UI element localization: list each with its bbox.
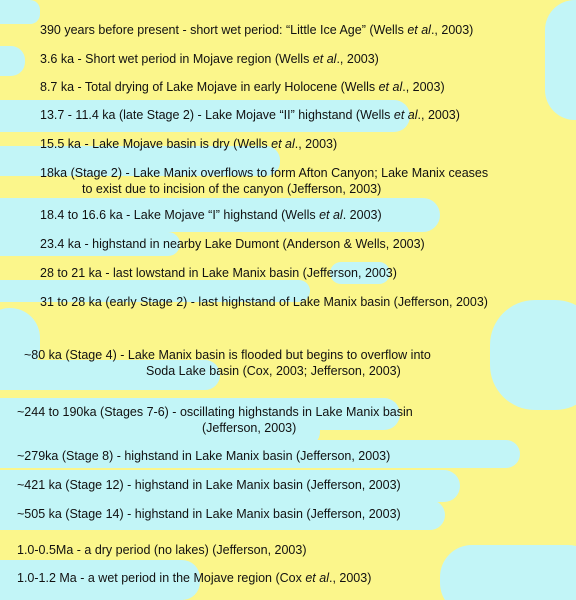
entry-italic: et al [378,80,403,94]
timeline-entry [40,207,382,223]
entry-text: 3.6 ka - Short wet period in Mojave region (Wells [40,52,313,66]
entry-text: 28 to 21 ka - last lowstand in Lake Manix basin (Jefferson, 2003) [40,266,397,280]
entry-italic: et al [305,571,329,585]
entry-text: 15.5 ka - Lake Mojave basin is dry (Wells [40,137,272,151]
entry-text: ~244 to 190ka (Stages 7-6) - oscillating highstands in Lake Manix basin [17,405,413,419]
entry-text: 1.0-0.5Ma - a dry period (no lakes) (Jefferson, 2003) [17,543,307,557]
timeline-entry [40,79,445,95]
entry-tail: ., 2003) [328,571,372,585]
entry-text: 8.7 ka - Total drying of Lake Mojave in early Holocene (Wells [40,80,379,94]
entry-text: 1.0-1.2 Ma - a wet period in the Mojave region (Cox [17,571,306,585]
timeline-entry [17,477,401,493]
water-band [0,0,40,24]
timeline-entry [40,294,488,310]
timeline-entry [40,22,473,38]
timeline-entry [40,165,488,197]
timeline-entry [40,236,425,252]
entry-text: 31 to 28 ka (early Stage 2) - last highstand of Lake Manix basin (Jefferson, 2003) [40,295,488,309]
entry-italic: et al [271,137,295,151]
timeline-entry [40,107,460,123]
entry-italic: et al [407,23,431,37]
water-band [440,545,576,600]
water-band [0,46,25,76]
entry-tail: ., 2003) [430,23,474,37]
timeline-entry [24,347,431,379]
entry-text: 18.4 to 16.6 ka - Lake Mojave “I” highstand (Wells [40,208,320,222]
timeline-entry [17,448,390,464]
timeline-entry [40,265,397,281]
timeline-entry [17,570,371,586]
water-band [545,0,576,120]
entry-text: 13.7 - 11.4 ka (late Stage 2) - Lake Mojave “II” highstand (Wells [40,108,394,122]
entry-italic: et al [312,52,337,66]
entry-text-line2: Soda Lake basin (Cox, 2003; Jefferson, 2003) [146,364,401,378]
entry-tail: ., 2003) [402,80,445,94]
entry-tail: ., 2003) [417,108,460,122]
entry-text-line2: (Jefferson, 2003) [202,421,297,435]
entry-tail: ., 2003) [294,137,338,151]
entry-text: 18ka (Stage 2) - Lake Manix overflows to form Afton Canyon; Lake Manix ceases [40,166,489,180]
timeline-entry [17,404,413,436]
entry-text: ~505 ka (Stage 14) - highstand in Lake Manix basin (Jefferson, 2003) [17,507,401,521]
entry-text: ~279ka (Stage 8) - highstand in Lake Manix basin (Jefferson, 2003) [17,449,391,463]
entry-italic: et al [319,208,343,222]
timeline-entry [17,506,401,522]
entry-text: 23.4 ka - highstand in nearby Lake Dumont (Anderson & Wells, 2003) [40,237,425,251]
timeline-entry [40,136,337,152]
timeline-entry [40,51,379,67]
water-band [490,300,576,410]
entry-italic: et al [393,108,418,122]
entry-tail: ., 2003) [336,52,379,66]
entry-text-line2: to exist due to incision of the canyon (Jefferson, 2003) [82,182,382,196]
entry-text: ~80 ka (Stage 4) - Lake Manix basin is flooded but begins to overflow into [24,348,431,362]
timeline-entry [17,542,307,558]
entry-tail: . 2003) [342,208,382,222]
entry-text: 390 years before present - short wet period: “Little Ice Age” (Wells [40,23,408,37]
entry-text: ~421 ka (Stage 12) - highstand in Lake Manix basin (Jefferson, 2003) [17,478,401,492]
